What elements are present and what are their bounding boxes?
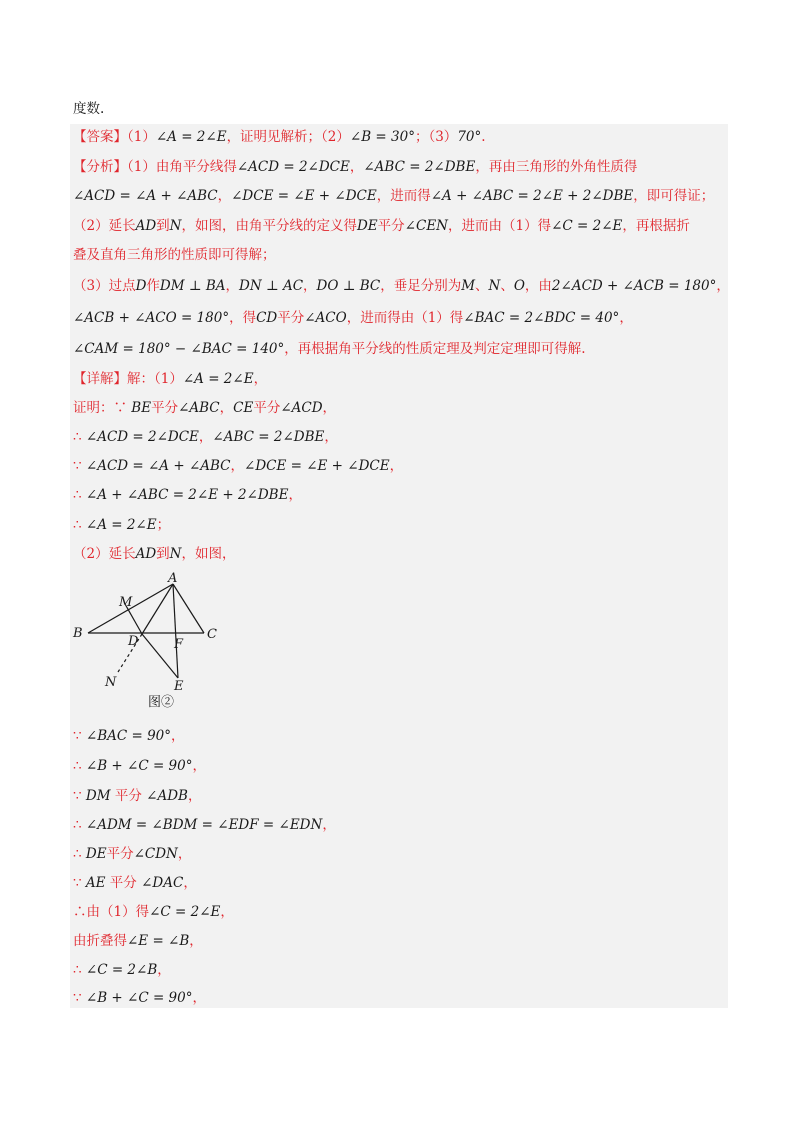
proof-line-6: ∵ AE 平分 ∠DAC， xyxy=(73,875,197,891)
analysis-line-4: 叠及直角三角形的性质即可得解； xyxy=(73,247,276,263)
label-d: D xyxy=(128,634,139,649)
segment-ae xyxy=(173,584,178,678)
analysis-line-5: （3）过点D作DM ⊥ BA，DN ⊥ AC，DO ⊥ BC，垂足分别为M、N、O，由2∠ACD + ∠ACB = 180°， xyxy=(73,278,730,294)
geometry-figure xyxy=(60,568,240,718)
analysis-line-2: ∠ACD = ∠A + ∠ABC，∠DCE = ∠E + ∠DCE，进而得∠A + ∠ABC = 2∠E + 2∠DBE，即可得证； xyxy=(73,188,715,204)
label-a: A xyxy=(168,571,178,586)
detail-line-4: ∵ ∠ACD = ∠A + ∠ABC，∠DCE = ∠E + ∠DCE， xyxy=(73,458,404,474)
analysis-line-3: （2）延长AD到N，如图，由角平分线的定义得DE平分∠CEN，进而由（1）得∠C = 2∠E，再根据折 xyxy=(73,218,690,234)
proof-line-7: ∴由（1）得∠C = 2∠E， xyxy=(73,904,234,920)
segment-de xyxy=(142,634,178,678)
label-c: C xyxy=(207,627,217,642)
proof-line-9: ∴ ∠C = 2∠B， xyxy=(73,962,171,978)
triangle-diagram xyxy=(60,568,240,718)
label-b: B xyxy=(73,626,83,641)
detail-line-2: 证明：∵ BE平分∠ABC，CE平分∠ACD， xyxy=(73,400,337,416)
analysis-line-7: ∠CAM = 180° − ∠BAC = 140°，再根据角平分线的性质定理及判定定理即可得解. xyxy=(73,341,586,357)
detail-line-7: （2）延长AD到N，如图， xyxy=(73,546,236,562)
proof-line-10: ∵ ∠B + ∠C = 90°， xyxy=(73,990,206,1006)
detail-line-1: 【详解】解：（1）∠A = 2∠E， xyxy=(73,371,268,387)
proof-line-1: ∵ ∠BAC = 90°， xyxy=(73,728,185,744)
label-f: F xyxy=(174,637,184,652)
answer-line: 【答案】（1）∠A = 2∠E，证明见解析；（2）∠B = 30°；（3）70°. xyxy=(73,129,486,145)
proof-line-3: ∵ DM 平分 ∠ADB， xyxy=(73,788,202,804)
figure-caption: 图② xyxy=(148,695,175,710)
proof-line-5: ∴ DE平分∠CDN， xyxy=(73,846,192,862)
label-m: M xyxy=(119,595,133,610)
detail-line-3: ∴ ∠ACD = 2∠DCE，∠ABC = 2∠DBE， xyxy=(73,429,338,445)
answer-tag: 【答案】 xyxy=(73,129,127,145)
label-n: N xyxy=(105,675,117,690)
detail-line-6: ∴ ∠A = 2∠E； xyxy=(73,517,171,533)
proof-line-2: ∴ ∠B + ∠C = 90°， xyxy=(73,758,206,774)
proof-line-4: ∴ ∠ADM = ∠BDM = ∠EDF = ∠EDN， xyxy=(73,817,336,833)
analysis-line-1: 【分析】（1）由角平分线得∠ACD = 2∠DCE，∠ABC = 2∠DBE，再由三角形的外角性质得 xyxy=(73,159,638,175)
intro-text: 度数. xyxy=(73,101,105,117)
label-e: E xyxy=(174,679,184,694)
detail-tag: 【详解】 xyxy=(73,371,127,387)
analysis-line-6: ∠ACB + ∠ACO = 180°，得CD平分∠ACO，进而得由（1）得∠BAC = 2∠BDC = 40°， xyxy=(73,310,633,326)
segment-ad xyxy=(142,584,173,634)
analysis-tag: 【分析】 xyxy=(73,159,127,175)
proof-line-8: 由折叠得∠E = ∠B， xyxy=(73,933,203,949)
detail-line-5: ∴ ∠A + ∠ABC = 2∠E + 2∠DBE， xyxy=(73,487,302,503)
segment-ac xyxy=(173,584,204,633)
